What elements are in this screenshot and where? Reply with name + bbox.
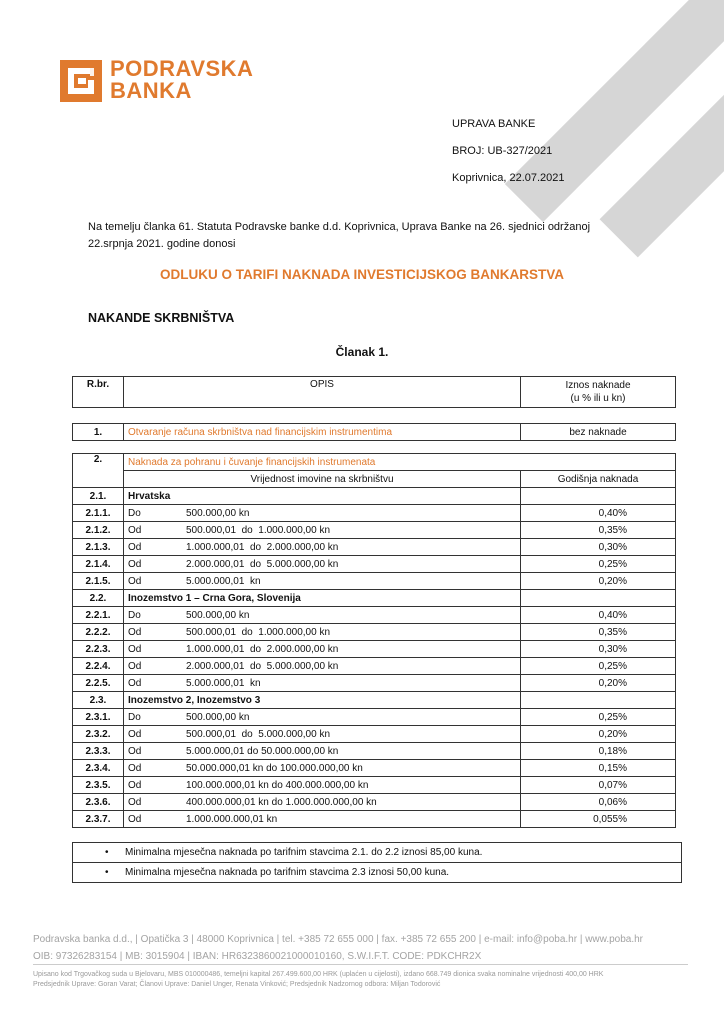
tariff-rbr: 2.3.6. — [73, 794, 124, 811]
header-iznos-line1: Iznos naknade — [565, 380, 631, 391]
header-rbr: R.br. — [73, 377, 124, 408]
logo-line2: BANKA — [110, 78, 192, 103]
tariff-row — [73, 641, 676, 658]
range-amount: 500.000,00 kn — [186, 711, 250, 723]
group-name: Inozemstvo 1 – Crna Gora, Slovenija — [124, 590, 521, 607]
tariff-rbr: 2.3.4. — [73, 760, 124, 777]
range-prefix: Od — [128, 677, 142, 689]
note-item — [72, 842, 682, 863]
range-amount: 1.000.000,01 do 2.000.000,00 kn — [186, 541, 339, 553]
tariff-rbr: 2.1.3. — [73, 539, 124, 556]
header-iznos — [521, 377, 676, 408]
range-prefix: Od — [128, 575, 142, 587]
tariff-rbr: 2.2.1. — [73, 607, 124, 624]
tariff-rbr: 2.3.3. — [73, 743, 124, 760]
logo-line1: PODRAVSKA — [110, 56, 254, 81]
tariff-row — [73, 658, 676, 675]
note-text: Minimalna mjesečna naknada po tarifnim stavcima 2.1. do 2.2 iznosi 85,00 kuna. — [125, 847, 483, 858]
range-prefix: Od — [128, 745, 142, 757]
footer-ids: OIB: 97326283154 | MB: 3015904 | IBAN: HR6323860021000010160, S.W.I.F.T. CODE: PDKCHR2X — [33, 951, 482, 962]
col-vrijednost: Vrijednost imovine na skrbništvu — [124, 471, 521, 488]
tariff-row — [73, 760, 676, 777]
range-prefix: Od — [128, 762, 142, 774]
tariff-row — [73, 709, 676, 726]
tariff-range — [124, 556, 521, 573]
tariff-range — [124, 607, 521, 624]
range-prefix: Od — [128, 779, 142, 791]
document-title: ODLUKU O TARIFI NAKNADA INVESTICIJSKOG BANKARSTVA — [159, 267, 564, 282]
tariff-range — [124, 794, 521, 811]
tariff-fee: 0,35% — [521, 522, 676, 539]
tariff-rbr: 2.2.4. — [73, 658, 124, 675]
tariff-fee: 0,30% — [521, 641, 676, 658]
tariff-range — [124, 624, 521, 641]
range-prefix: Od — [128, 643, 142, 655]
tariff-row — [73, 539, 676, 556]
tariff-fee: 0,25% — [521, 709, 676, 726]
section-heading: NAKANDE SKRBNIŠTVA — [88, 311, 235, 325]
podravska-logo-icon — [60, 60, 102, 102]
range-amount: 400.000.000,01 kn do 1.000.000.000,00 kn — [186, 796, 377, 808]
range-amount: 5.000.000,01 do 50.000.000,00 kn — [186, 745, 339, 757]
tariff-range — [124, 743, 521, 760]
tariff-range — [124, 777, 521, 794]
range-amount: 2.000.000,01 do 5.000.000,00 kn — [186, 660, 339, 672]
range-amount: 1.000.000,01 do 2.000.000,00 kn — [186, 643, 339, 655]
tariff-fee: 0,055% — [521, 811, 676, 828]
range-prefix: Od — [128, 626, 142, 638]
range-prefix: Od — [128, 524, 142, 536]
note-item — [72, 863, 682, 883]
tariff-range — [124, 573, 521, 590]
tariff-fee: 0,07% — [521, 777, 676, 794]
range-amount: 100.000.000,01 kn do 400.000.000,00 kn — [186, 779, 369, 791]
tariff-fee: 0,40% — [521, 607, 676, 624]
header-opis: OPIS — [124, 377, 521, 408]
tariff-range — [124, 641, 521, 658]
tariff-row — [73, 505, 676, 522]
header-iznos-line2: (u % ili u kn) — [570, 393, 626, 404]
header-dept: UPRAVA BANKE — [452, 118, 536, 130]
tariff-fee: 0,15% — [521, 760, 676, 777]
tariff-rbr: 2.2.3. — [73, 641, 124, 658]
group-fee-empty — [521, 488, 676, 505]
tariff-row — [73, 522, 676, 539]
group-fee-empty — [521, 692, 676, 709]
range-prefix: Od — [128, 796, 142, 808]
range-prefix: Od — [128, 813, 142, 825]
tariff-rbr: 2.2.5. — [73, 675, 124, 692]
group-fee-empty — [521, 590, 676, 607]
tariff-rbr: 2.3.2. — [73, 726, 124, 743]
range-amount: 500.000,01 do 1.000.000,00 kn — [186, 626, 331, 638]
tariff-fee: 0,18% — [521, 743, 676, 760]
intro-text: Na temelju članka 61. Statuta Podravske banke d.d. Koprivnica, Uprava Banke na 26. sjednici održanoj 22.srpnja 2021. godine donosi — [88, 221, 591, 250]
group-name: Inozemstvo 2, Inozemstvo 3 — [124, 692, 521, 709]
tariff-fee: 0,30% — [521, 539, 676, 556]
tariff-range — [124, 505, 521, 522]
row1-iznos: bez naknade — [521, 424, 676, 441]
tariff-row — [73, 777, 676, 794]
tariff-range — [124, 726, 521, 743]
range-prefix: Do — [128, 609, 141, 621]
tariff-rbr: 2.1.1. — [73, 505, 124, 522]
range-prefix: Od — [128, 660, 142, 672]
tariff-rbr: 2.1.2. — [73, 522, 124, 539]
footer-legal — [33, 970, 603, 990]
logo-wordmark — [110, 58, 253, 102]
tariff-row — [73, 726, 676, 743]
tariff-rbr: 2.1.4. — [73, 556, 124, 573]
article-heading: Članak 1. — [335, 345, 389, 359]
tariff-range — [124, 709, 521, 726]
tariff-range — [124, 658, 521, 675]
range-prefix: Od — [128, 728, 142, 740]
tariff-fee: 0,35% — [521, 624, 676, 641]
group-row — [73, 692, 676, 709]
tariff-fee: 0,20% — [521, 675, 676, 692]
range-amount: 500.000,01 do 1.000.000,00 kn — [186, 524, 331, 536]
tariff-row — [73, 811, 676, 828]
tariff-row-1 — [72, 423, 676, 441]
notes-box — [72, 842, 682, 883]
tariff-rbr: 2.3.1. — [73, 709, 124, 726]
tariff-row — [73, 743, 676, 760]
range-amount: 5.000.000,01 kn — [186, 677, 261, 689]
tariff-table-main — [72, 453, 676, 828]
group-rbr: 2.2. — [73, 590, 124, 607]
group-rbr: 2.1. — [73, 488, 124, 505]
footer-legal-line2: Predsjednik Uprave: Goran Varat; Članovi Uprave: Daniel Unger, Renata Vinković; Predsjednik Nadzornog odbora: Miljan Todorović — [33, 981, 441, 988]
tariff-row — [73, 573, 676, 590]
note-text: Minimalna mjesečna naknada po tarifnim stavcima 2.3 iznosi 50,00 kuna. — [125, 867, 450, 878]
tariff-fee: 0,40% — [521, 505, 676, 522]
tariff-rbr: 2.3.5. — [73, 777, 124, 794]
tariff-table-header — [72, 376, 676, 408]
footer-legal-line1: Upisano kod Trgovačkog suda u Bjelovaru, MBS 010000486, temeljni kapital 267.499.600,00 HRK (uplaćen u cijelosti), izdano 668.749 dionica svaka nominalne vrijednosti 400,00 HRK — [33, 971, 604, 978]
tariff-fee: 0,25% — [521, 556, 676, 573]
header-place-date: Koprivnica, 22.07.2021 — [452, 172, 565, 184]
tariff-fee: 0,20% — [521, 726, 676, 743]
group-row — [73, 590, 676, 607]
group-name: Hrvatska — [124, 488, 521, 505]
tariff-rbr: 2.3.7. — [73, 811, 124, 828]
tariff-range — [124, 539, 521, 556]
tariff-fee: 0,06% — [521, 794, 676, 811]
tariff-row — [73, 607, 676, 624]
row2-opis: Naknada za pohranu i čuvanje financijskih instrumenata — [124, 454, 676, 471]
tariff-row — [73, 624, 676, 641]
footer-divider — [33, 964, 688, 965]
range-amount: 2.000.000,01 do 5.000.000,00 kn — [186, 558, 339, 570]
tariff-range — [124, 760, 521, 777]
tariff-row — [73, 556, 676, 573]
range-amount: 1.000.000.000,01 kn — [186, 813, 278, 825]
tariff-rbr: 2.1.5. — [73, 573, 124, 590]
range-amount: 5.000.000,01 kn — [186, 575, 261, 587]
group-row — [73, 488, 676, 505]
range-prefix: Do — [128, 711, 141, 723]
range-amount: 500.000,01 do 5.000.000,00 kn — [186, 728, 331, 740]
tariff-range — [124, 522, 521, 539]
tariff-row — [73, 675, 676, 692]
bullet-icon: • — [105, 847, 109, 858]
col-godisnja: Godišnja naknada — [521, 471, 676, 488]
header-broj: BROJ: UB-327/2021 — [452, 145, 553, 157]
range-prefix: Od — [128, 541, 142, 553]
tariff-fee: 0,25% — [521, 658, 676, 675]
range-amount: 500.000,00 kn — [186, 609, 250, 621]
bullet-icon: • — [105, 867, 109, 878]
range-amount: 500.000,00 kn — [186, 507, 250, 519]
tariff-row — [73, 794, 676, 811]
row1-opis: Otvaranje računa skrbništva nad financijskim instrumentima — [124, 424, 521, 441]
row2-rbr: 2. — [73, 454, 124, 488]
tariff-range — [124, 675, 521, 692]
footer-contact: Podravska banka d.d., | Opatička 3 | 48000 Koprivnica | tel. +385 72 655 000 | fax. +385 72 655 200 | e-mail: info@poba.hr | www.poba.hr — [33, 934, 644, 945]
range-prefix: Do — [128, 507, 141, 519]
tariff-fee: 0,20% — [521, 573, 676, 590]
range-prefix: Od — [128, 558, 142, 570]
row1-rbr: 1. — [73, 424, 124, 441]
range-amount: 50.000.000,01 kn do 100.000.000,00 kn — [186, 762, 363, 774]
tariff-rbr: 2.2.2. — [73, 624, 124, 641]
group-rbr: 2.3. — [73, 692, 124, 709]
tariff-range — [124, 811, 521, 828]
